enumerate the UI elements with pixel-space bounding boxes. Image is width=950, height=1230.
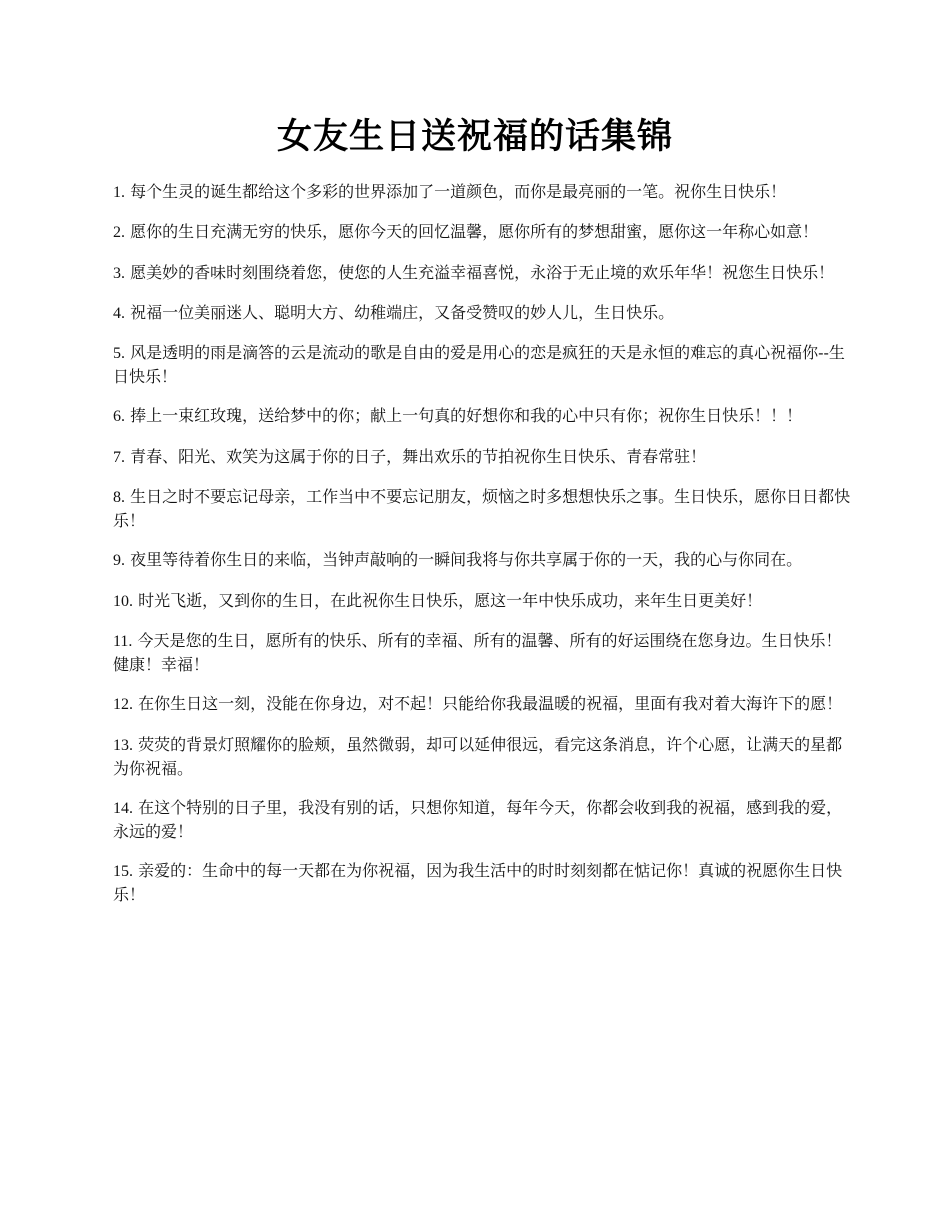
item-text: 每个生灵的诞生都给这个多彩的世界添加了一道颜色，而你是最亮丽的一笔。祝你生日快乐！ (130, 182, 787, 201)
item-number: 14. (113, 799, 133, 817)
item-text: 今天是您的生日，愿所有的快乐、所有的幸福、所有的温馨、所有的好运围绕在您身边。生日快乐！健康！幸福！ (113, 630, 842, 674)
list-item (113, 445, 851, 469)
item-number: 4. (113, 304, 125, 322)
item-text: 捧上一束红玫瑰，送给梦中的你；献上一句真的好想你和我的心中只有你；祝你生日快乐！！！ (130, 406, 803, 426)
item-number: 15. (113, 863, 133, 881)
list-item (113, 261, 851, 285)
list-item (113, 220, 851, 244)
item-number: 6. (113, 408, 125, 426)
item-text: 青春、阳光、欢笑为这属于你的日子，舞出欢乐的节拍祝你生日快乐、青春常驻！ (130, 446, 707, 466)
item-text: 在这个特别的日子里，我没有别的话，只想你知道，每年今天，你都会收到我的祝福，感到我的爱，永远的爱！ (113, 797, 843, 841)
item-text: 生日之时不要忘记母亲，工作当中不要忘记朋友，烦恼之时多想想快乐之事。生日快乐，愿你日日都快乐！ (113, 487, 851, 531)
item-number: 12. (113, 696, 133, 714)
item-text: 愿美妙的香味时刻围绕着您，使您的人生充溢幸福喜悦，永浴于无止境的欢乐年华！祝您生日快乐！ (130, 262, 835, 282)
wish-list (113, 180, 851, 922)
item-text: 风是透明的雨是滴答的云是流动的歌是自由的爱是用心的恋是疯狂的天是永恒的难忘的真心祝福你--生日快乐！ (113, 343, 845, 387)
list-item (113, 692, 851, 716)
list-item (113, 548, 851, 572)
item-text: 祝福一位美丽迷人、聪明大方、幼稚端庄，又备受赞叹的妙人儿，生日快乐。 (130, 302, 675, 322)
item-text: 时光飞逝，又到你的生日，在此祝你生日快乐，愿这一年中快乐成功，来年生日更美好！ (138, 590, 763, 610)
item-number: 9. (113, 552, 125, 570)
list-item (113, 341, 851, 388)
item-number: 10. (113, 592, 133, 610)
item-number: 2. (113, 224, 125, 242)
item-text: 在你生日这一刻，没能在你身边，对不起！只能给你我最温暖的祝福，里面有我对着大海许下的愿！ (138, 694, 843, 714)
list-item (113, 796, 851, 843)
item-number: 8. (113, 489, 125, 507)
list-item (113, 180, 851, 204)
item-number: 3. (113, 264, 125, 282)
item-number: 5. (113, 345, 125, 363)
list-item (113, 589, 851, 613)
item-number: 11. (113, 632, 133, 650)
item-text: 荧荧的背景灯照耀你的脸颊，虽然微弱，却可以延伸很远，看完这条消息，许个心愿，让满天的星都为你祝福。 (113, 734, 843, 778)
list-item (113, 485, 851, 532)
document-title: 女友生日送祝福的话集锦 (276, 117, 673, 157)
list-item (113, 301, 851, 325)
item-number: 7. (113, 448, 125, 466)
list-item (113, 733, 851, 780)
list-item (113, 629, 851, 676)
item-text: 夜里等待着你生日的来临，当钟声敲响的一瞬间我将与你共享属于你的一天，我的心与你同在。 (130, 550, 803, 570)
list-item (113, 404, 851, 428)
list-item (113, 859, 851, 906)
item-number: 13. (113, 736, 133, 754)
item-text: 亲爱的：生命中的每一天都在为你祝福，因为我生活中的时时刻刻都在惦记你！真诚的祝愿你生日快乐！ (113, 861, 843, 905)
item-number: 1. (113, 184, 125, 201)
item-text: 愿你的生日充满无穷的快乐，愿你今天的回忆温馨，愿你所有的梦想甜蜜，愿你这一年称心如意！ (130, 222, 819, 242)
